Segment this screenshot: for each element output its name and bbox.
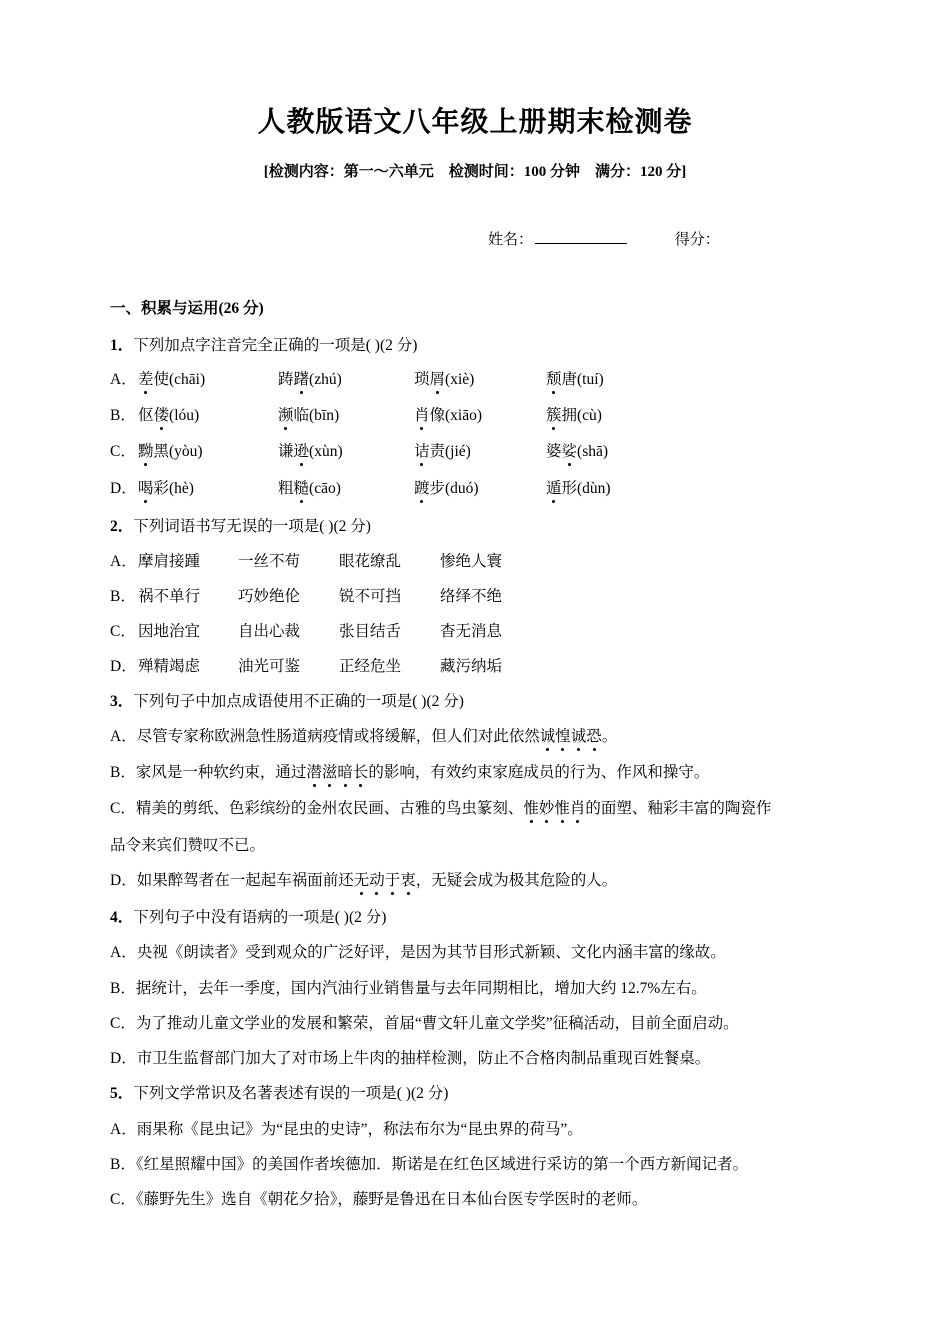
option-word: 藏污纳垢: [440, 658, 503, 675]
option-word: 杳无消息: [440, 623, 503, 640]
option-text: 。: [601, 728, 618, 745]
option-item: [138, 367, 205, 389]
option-letter: D．: [110, 658, 137, 675]
dotted-idiom: [306, 764, 368, 781]
dotted-char: 差: [138, 367, 154, 389]
option-item: [278, 476, 341, 498]
dotted-idiom: [523, 800, 585, 817]
question-1-option-d: [110, 476, 710, 500]
item-text: 踌: [278, 371, 294, 388]
question-5-option-a: [110, 1117, 583, 1139]
dotted-idiom: [354, 872, 416, 889]
question-text: 下列加点字注音完全正确的一项是( )(2 分): [133, 337, 418, 354]
question-5-stem: [110, 1081, 448, 1103]
option-item: [414, 476, 479, 498]
dotted-char: 濒: [278, 403, 294, 425]
question-3-option-d: [110, 868, 617, 890]
option-letter: B．: [110, 407, 136, 424]
dotted-char: 暗: [337, 760, 353, 782]
item-text: (lóu): [169, 407, 200, 424]
option-item: [414, 439, 471, 461]
dotted-char: 长: [353, 760, 369, 782]
option-text: 精美的剪纸、色彩缤纷的金州农民画、古雅的鸟虫篆刻、: [135, 800, 524, 817]
question-3-option-c: [110, 796, 771, 818]
option-letter: C．: [110, 1015, 136, 1032]
question-3-stem: [110, 689, 464, 711]
question-1-option-c: [110, 439, 710, 463]
option-letter: A．: [110, 1121, 137, 1138]
option-item: [546, 476, 611, 498]
option-word: 络绎不绝: [440, 588, 503, 605]
option-text: 为了推动儿童文学业的发展和繁荣，首届“曹文轩儿童文学奖”征稿活动，目前全面启动。: [135, 1015, 739, 1032]
option-item: [546, 403, 602, 425]
section-title: 一、积累与运用(26 分): [110, 300, 264, 317]
question-text: 下列句子中加点成语使用不正确的一项是( )(2 分): [133, 693, 464, 710]
dotted-char: 惟: [554, 796, 570, 818]
option-letter: A．: [110, 553, 137, 570]
option-text: 尽管专家称欧洲急性肠道病疫情或将缓解，但人们对此依然: [136, 728, 540, 745]
dotted-char: 黝: [138, 439, 154, 461]
option-text: 的面塑、釉彩丰富的陶瓷作: [585, 800, 772, 817]
option-letter: C．: [110, 1191, 136, 1208]
option-letter: C．: [110, 623, 136, 640]
option-letter: B．: [110, 1156, 136, 1173]
dotted-char: 于: [385, 868, 401, 890]
option-item: [546, 367, 604, 389]
dotted-char: 逊: [294, 439, 310, 461]
option-item: [138, 403, 199, 425]
item-text: 使(chāi): [153, 371, 206, 388]
question-number: 1．: [110, 337, 134, 354]
question-2-option-a: [110, 549, 710, 573]
question-5-option-b: [110, 1152, 748, 1174]
item-text: 像(xiāo): [429, 407, 483, 424]
question-text: 下列词语书写无误的一项是( )(2 分): [133, 518, 371, 535]
option-letter: C．: [110, 800, 136, 817]
question-4-option-d: [110, 1046, 710, 1068]
dotted-char: 惟: [523, 796, 539, 818]
option-item: [278, 403, 339, 425]
option-letter: A．: [110, 944, 137, 961]
student-info: [488, 228, 720, 249]
option-word: 惨绝人寰: [440, 553, 503, 570]
item-text: 伛: [138, 407, 154, 424]
question-number: 5．: [110, 1085, 134, 1102]
option-text: 雨果称《昆虫记》为“昆虫的史诗”，称法布尔为“昆虫界的荷马”。: [136, 1121, 583, 1138]
option-item: [414, 367, 474, 389]
question-2-option-d: [110, 654, 710, 678]
name-label: 姓名：: [488, 232, 534, 248]
item-text: 形(dùn): [561, 480, 611, 497]
question-text: 下列文学常识及名著表述有误的一项是( )(2 分): [133, 1085, 449, 1102]
option-letter: D．: [110, 1050, 137, 1067]
option-text: 如果醉驾者在一起起车祸面前还: [136, 872, 354, 889]
option-item: [278, 367, 342, 389]
item-text: 婆: [546, 443, 562, 460]
question-number: 4．: [110, 909, 134, 926]
question-3-option-b: [110, 760, 709, 782]
option-item: [138, 439, 203, 461]
option-letter: A．: [110, 728, 137, 745]
question-4-stem: [110, 905, 386, 927]
item-text: 黑(yòu): [153, 443, 203, 460]
item-text: 临(bīn): [293, 407, 340, 424]
dotted-char: 无: [354, 868, 370, 890]
question-1-option-a: [110, 367, 710, 391]
dotted-char: 惶: [555, 724, 571, 746]
option-letter: B．: [110, 764, 136, 781]
item-text: 责(jié): [429, 443, 471, 460]
item-text: (shā): [577, 443, 609, 460]
score-label: 得分：: [674, 232, 720, 248]
dotted-char: 肖: [570, 796, 586, 818]
question-1-stem: [110, 333, 417, 355]
dotted-char: 诚: [540, 724, 556, 746]
question-4-option-b: [110, 976, 707, 998]
option-word: 眼花缭乱: [339, 553, 402, 570]
question-3-option-a: [110, 724, 617, 746]
dotted-char: 屑: [430, 367, 446, 389]
option-text: 的影响，有效约束家庭成员的行为、作风和操守。: [368, 764, 710, 781]
dotted-char: 颓: [546, 367, 562, 389]
question-number: 2．: [110, 518, 134, 535]
option-text: 《红星照耀中国》的美国作者埃德加．斯诺是在红色区域进行采访的第一个西方新闻记者。: [135, 1156, 749, 1173]
dotted-char: 娑: [562, 439, 578, 461]
question-2-option-c: [110, 619, 710, 643]
option-word: 殚精竭虑: [138, 658, 201, 675]
item-text: (xiè): [445, 371, 475, 388]
option-text: 市卫生监督部门加大了对市场上牛肉的抽样检测，防止不合格肉制品重现百姓餐桌。: [136, 1050, 711, 1067]
option-letter: D．: [110, 480, 137, 497]
option-word: 巧妙绝伦: [238, 588, 301, 605]
item-text: 谦: [278, 443, 294, 460]
option-item: [546, 439, 608, 461]
question-number: 3．: [110, 693, 134, 710]
option-letter: B．: [110, 588, 136, 605]
option-text: 《藤野先生》选自《朝花夕拾》，藤野是鲁迅在日本仙台医专学医时的老师。: [135, 1191, 648, 1208]
dotted-char: 动: [369, 868, 385, 890]
dotted-char: 衷: [400, 868, 416, 890]
question-text: 下列句子中没有语病的一项是( )(2 分): [133, 909, 387, 926]
item-text: 粗: [278, 480, 294, 497]
dotted-char: 诘: [414, 439, 430, 461]
question-2-stem: [110, 514, 371, 536]
option-text: ，无疑会成为极其危险的人。: [415, 872, 618, 889]
option-text: 央视《朗读者》受到观众的广泛好评，是因为其节目形式新颖、文化内涵丰富的缘故。: [136, 944, 726, 961]
dotted-char: 滋: [322, 760, 338, 782]
dotted-char: 喝: [138, 476, 154, 498]
option-word: 一丝不苟: [238, 553, 301, 570]
dotted-char: 诚: [571, 724, 587, 746]
option-word: 油光可鉴: [238, 658, 301, 675]
option-item: [138, 476, 194, 498]
option-item: [414, 403, 482, 425]
dotted-char: 簇: [546, 403, 562, 425]
question-5-option-c: [110, 1187, 647, 1209]
option-word: 正经危坐: [339, 658, 402, 675]
question-4-option-c: [110, 1011, 739, 1033]
item-text: 彩(hè): [153, 480, 194, 497]
dotted-char: 踱: [414, 476, 430, 498]
option-word: 祸不单行: [138, 588, 201, 605]
dotted-char: 糙: [294, 476, 310, 498]
option-letter: C．: [110, 443, 136, 460]
option-text: 家风是一种软约束，通过: [135, 764, 307, 781]
dotted-char: 潜: [306, 760, 322, 782]
item-text: 唐(tuí): [561, 371, 604, 388]
dotted-idiom: [540, 728, 602, 745]
item-text: 拥(cù): [561, 407, 602, 424]
option-text: 据统计，去年一季度，国内汽油行业销售量与去年同期相比，增加大约 12.7%左右。: [135, 980, 707, 997]
name-field[interactable]: [535, 229, 627, 244]
item-text: (cāo): [309, 480, 341, 497]
option-word: 因地治宜: [138, 623, 201, 640]
dotted-char: 妙: [539, 796, 555, 818]
option-word: 锐不可挡: [339, 588, 402, 605]
question-3-option-c-continued: 品令来宾们赞叹不已。: [110, 837, 266, 854]
option-letter: D．: [110, 872, 137, 889]
exam-subtitle: [检测内容：第一～六单元 检测时间：100 分钟 满分：120 分]: [263, 164, 687, 180]
option-word: 张目结舌: [339, 623, 402, 640]
question-1-option-b: [110, 403, 710, 427]
option-word: 自出心裁: [238, 623, 301, 640]
option-letter: B．: [110, 980, 136, 997]
item-text: 步(duó): [429, 480, 479, 497]
option-item: [278, 439, 343, 461]
item-text: (xùn): [309, 443, 343, 460]
dotted-char: 躇: [294, 367, 310, 389]
item-text: (zhú): [309, 371, 342, 388]
dotted-char: 恐: [586, 724, 602, 746]
dotted-char: 肖: [414, 403, 430, 425]
option-letter: A．: [110, 371, 137, 388]
exam-title: 人教版语文八年级上册期末检测卷: [257, 107, 693, 138]
dotted-char: 遁: [546, 476, 562, 498]
question-4-option-a: [110, 940, 726, 962]
option-word: 摩肩接踵: [138, 553, 201, 570]
question-2-option-b: [110, 584, 710, 608]
dotted-char: 偻: [154, 403, 170, 425]
item-text: 琐: [414, 371, 430, 388]
